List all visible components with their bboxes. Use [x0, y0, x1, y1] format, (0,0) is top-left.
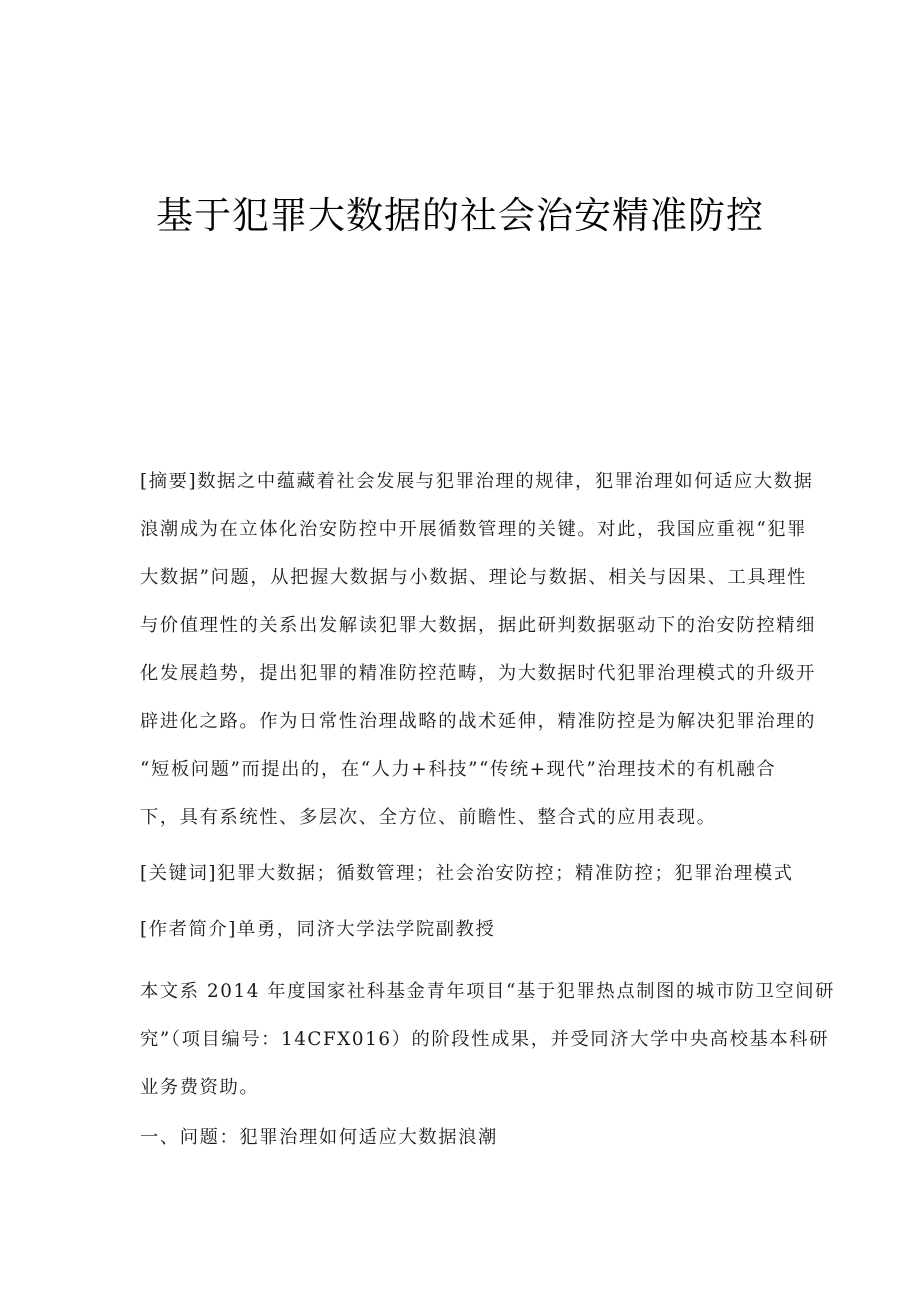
abstract-line: [摘要]数据之中蕴藏着社会发展与犯罪治理的规律，犯罪治理如何适应大数据 — [140, 471, 814, 492]
abstract-line: 下，具有系统性、多层次、全方位、前瞻性、整合式的应用表现。 — [140, 807, 717, 828]
abstract-line: 大数据”问题，从把握大数据与小数据、理论与数据、相关与因果、工具理性 — [140, 567, 808, 588]
funding-line: 业务费资助。 — [140, 1077, 260, 1098]
abstract-line: 浪潮成为在立体化治安防控中开展循数管理的关键。对此，我国应重视“犯罪 — [140, 519, 808, 540]
document-title: 基于犯罪大数据的社会治安精准防控 — [156, 194, 764, 237]
section-heading-text: 一、问题：犯罪治理如何适应大数据浪潮 — [140, 1127, 498, 1148]
author-intro-line: [作者简介]单勇，同济大学法学院副教授 — [140, 919, 496, 940]
abstract-line: “短板问题”而提出的，在“人力+科技”“传统+现代”治理技术的有机融合 — [140, 759, 777, 780]
abstract-line: 化发展趋势，提出犯罪的精准防控范畴，为大数据时代犯罪治理模式的升级开 — [140, 663, 816, 684]
abstract-line: 与价值理性的关系出发解读犯罪大数据，据此研判数据驱动下的治安防控精细 — [140, 615, 816, 636]
funding-line: 究”（项目编号：14CFX016）的阶段性成果，并受同济大学中央高校基本科研 — [140, 1029, 829, 1050]
section-heading — [140, 1114, 780, 1162]
funding-line: 本文系 2014 年度国家社科基金青年项目“基于犯罪热点制图的城市防卫空间研 — [140, 981, 836, 1002]
abstract-paragraph — [140, 458, 816, 842]
funding-paragraph — [140, 968, 836, 1112]
abstract-line: 辟进化之路。作为日常性治理战略的战术延伸，精准防控是为解决犯罪治理的 — [140, 711, 816, 732]
keywords-line: [关键词]犯罪大数据；循数管理；社会治安防控；精准防控；犯罪治理模式 — [140, 863, 794, 884]
keywords-paragraph — [140, 850, 794, 898]
author-intro-paragraph — [140, 906, 780, 954]
